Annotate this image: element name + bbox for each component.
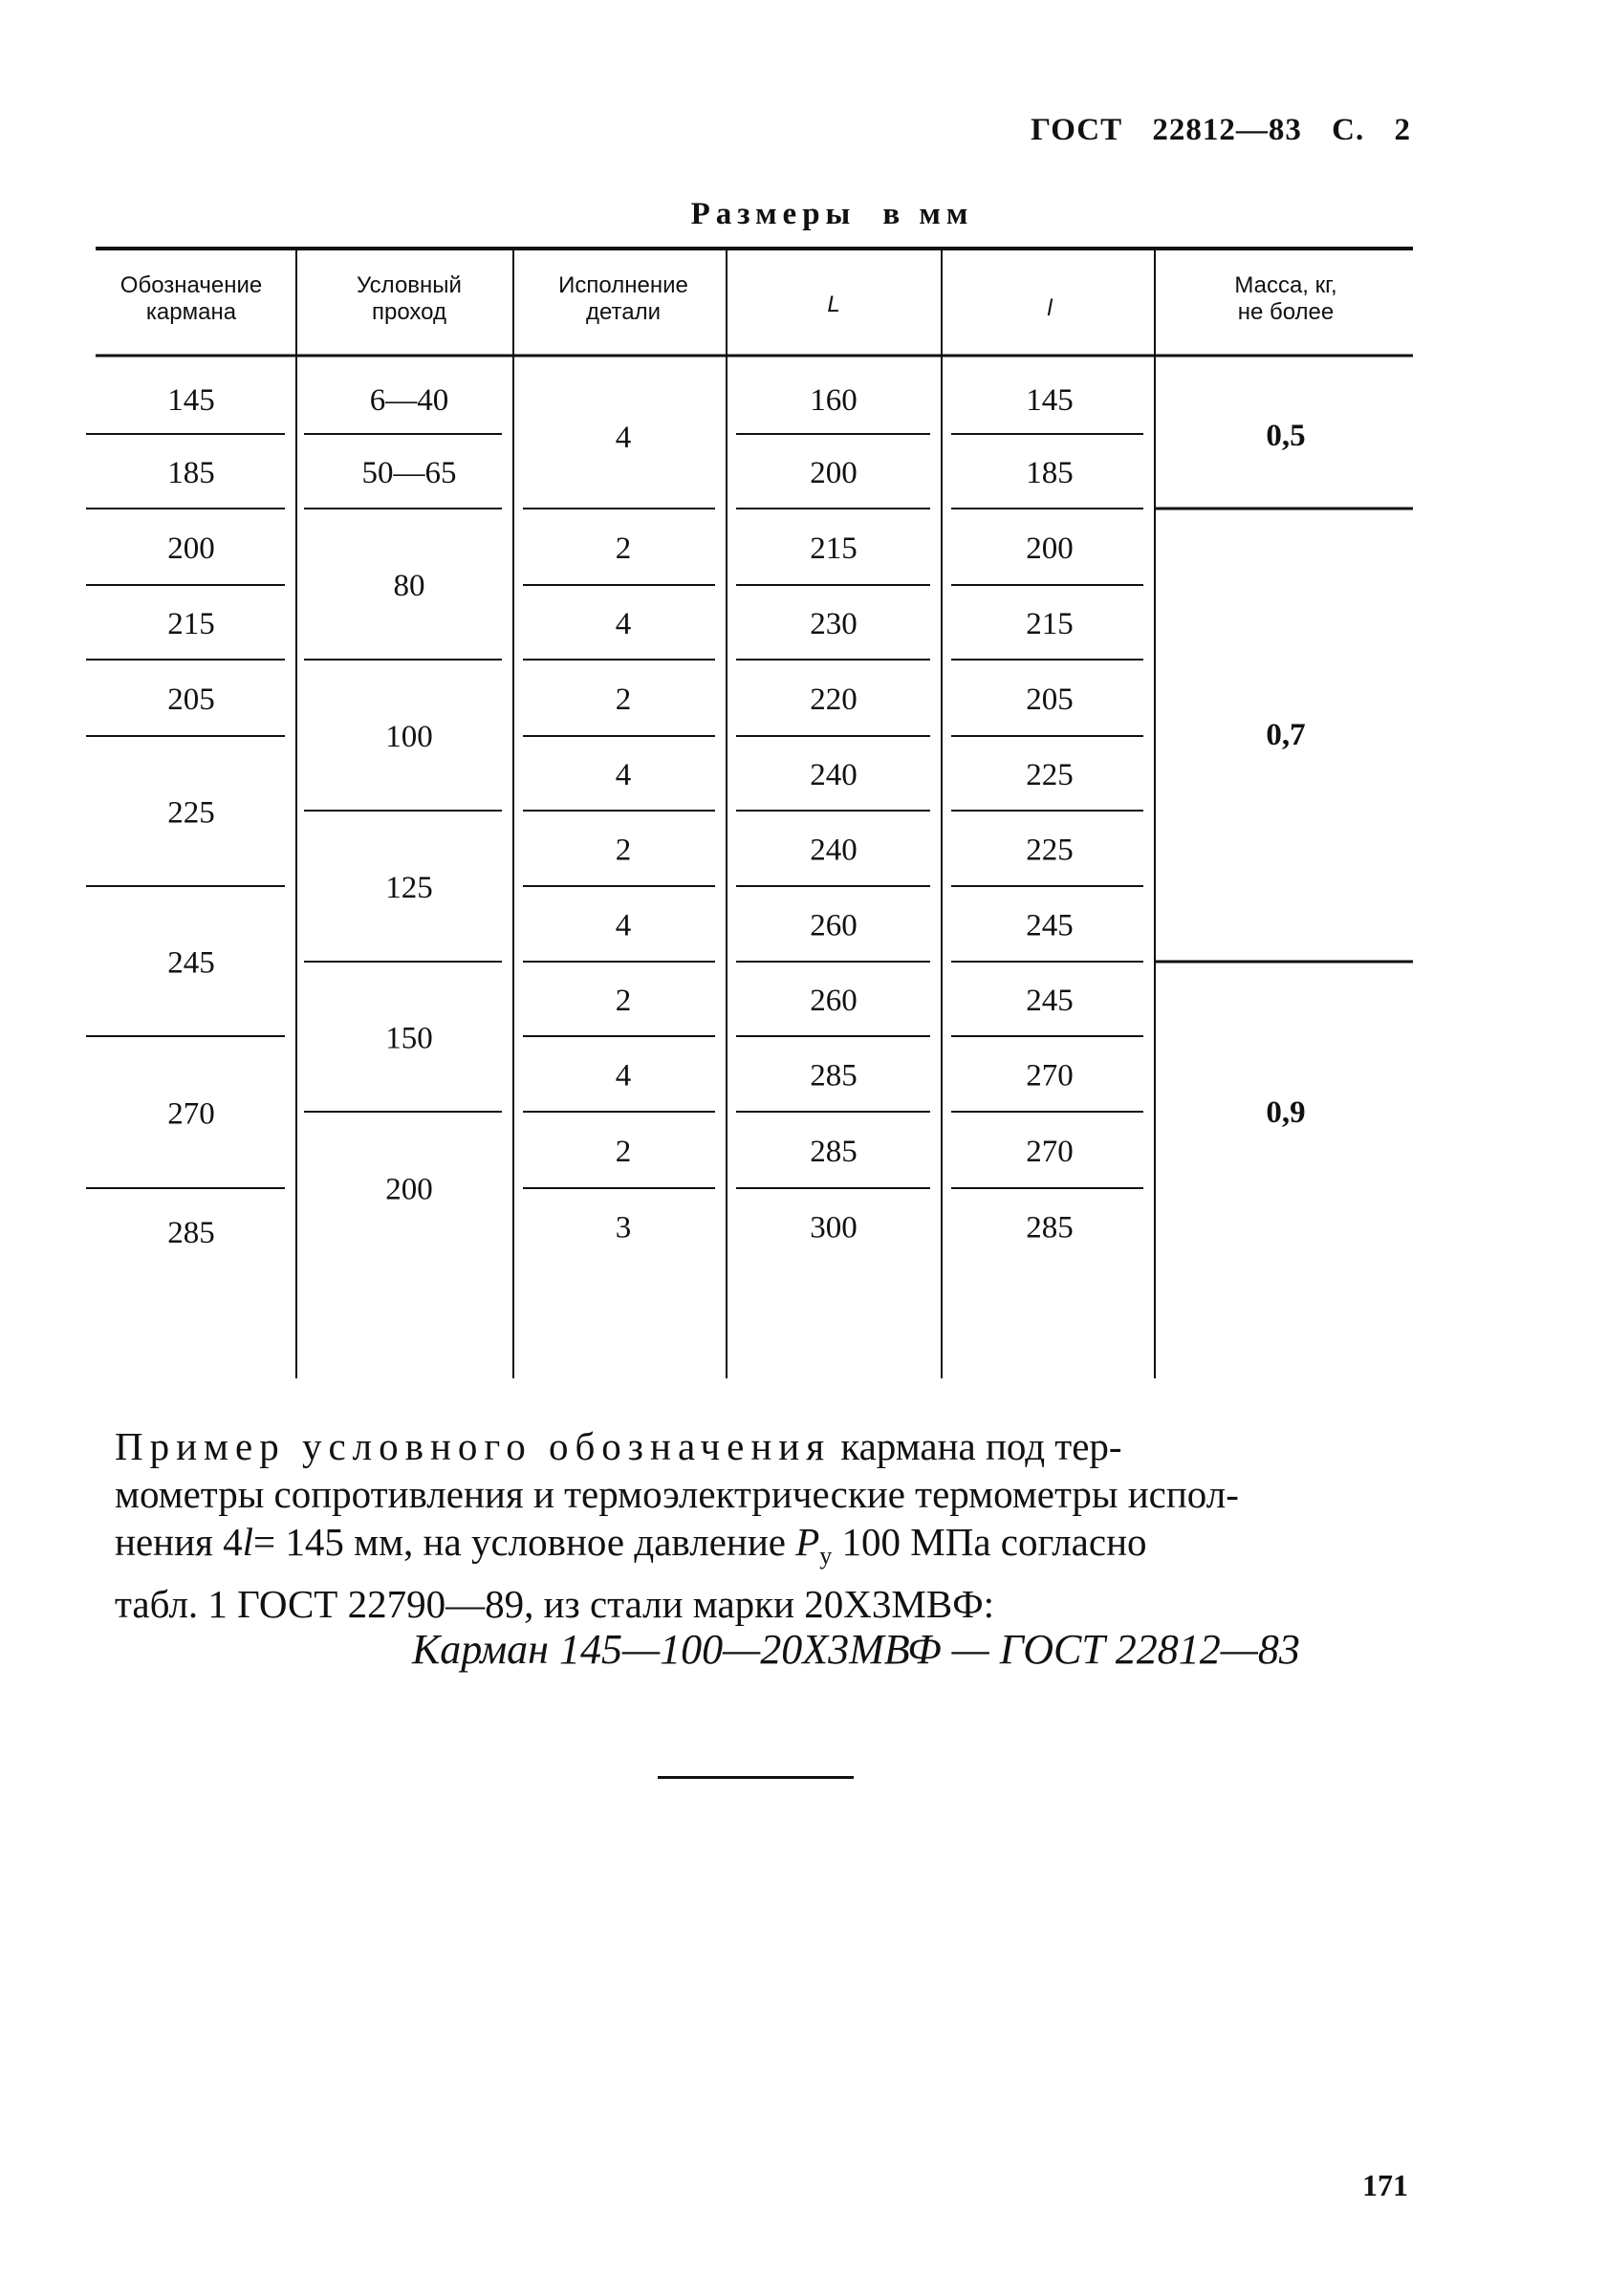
- page-number: 171: [1362, 2168, 1408, 2202]
- designation-cell: 200: [167, 531, 215, 566]
- version-cell: 2: [615, 682, 632, 717]
- note-pressure-sub: у: [819, 1542, 833, 1570]
- column-header-l: l: [1047, 295, 1053, 321]
- note-line-3-b: = 145 мм, на условное давление: [253, 1520, 786, 1564]
- length-l-cell: 245: [1026, 984, 1074, 1018]
- version-cell: 2: [615, 1135, 632, 1169]
- bore-cell: 50—65: [361, 456, 457, 490]
- bore-cell: 100: [385, 720, 433, 754]
- version-cell: 2: [615, 833, 632, 868]
- column-header-line-2: не более: [1237, 299, 1335, 325]
- bore-cell: 150: [385, 1021, 433, 1056]
- length-l-cell: 245: [1026, 908, 1074, 943]
- note-line-3-a: нения 4: [115, 1520, 243, 1564]
- length-L-cell: 240: [810, 833, 858, 868]
- designation-cell: 215: [167, 607, 215, 641]
- header-standard: ГОСТ: [1031, 113, 1123, 147]
- length-L-cell: 285: [810, 1135, 858, 1169]
- length-L-cell: 300: [810, 1210, 858, 1245]
- example-designation: Карман 145—100—20Х3МВФ — ГОСТ 22812—83: [412, 1626, 1300, 1673]
- designation-cell: 185: [167, 456, 215, 490]
- length-L-cell: 240: [810, 758, 858, 792]
- version-cell: 4: [615, 421, 632, 455]
- end-rule: [658, 1776, 854, 1779]
- designation-cell: 205: [167, 682, 215, 717]
- version-cell: 2: [615, 531, 632, 566]
- length-L-cell: 200: [810, 456, 858, 490]
- mass-cell: 0,9: [1266, 1095, 1306, 1130]
- length-L-cell: 220: [810, 682, 858, 717]
- bore-cell: 125: [385, 871, 433, 905]
- note-line-3-c: 100 МПа согласно: [841, 1520, 1147, 1564]
- column-header-line-1: Условный: [357, 272, 462, 298]
- note-line-1-rest: кармана под тер-: [840, 1424, 1122, 1468]
- length-l-cell: 225: [1026, 758, 1074, 792]
- version-cell: 4: [615, 758, 632, 792]
- note-line-4: табл. 1 ГОСТ 22790—89, из стали марки 20Х3МВФ:: [115, 1582, 994, 1627]
- length-l-cell: 205: [1026, 682, 1074, 717]
- length-L-cell: 160: [810, 383, 858, 418]
- column-header-line-2: кармана: [145, 299, 237, 325]
- mass-cell: 0,7: [1266, 718, 1306, 752]
- header-page: 2: [1394, 113, 1411, 147]
- mass-cell: 0,5: [1266, 419, 1306, 453]
- length-L-cell: 260: [810, 984, 858, 1018]
- note-line-3: [115, 1518, 1415, 1580]
- designation-cell: 225: [167, 795, 215, 831]
- designation-cell: 285: [167, 1216, 215, 1250]
- designation-cell: 245: [167, 945, 215, 981]
- version-cell: 4: [615, 607, 632, 641]
- column-header-line-2: проход: [372, 299, 446, 325]
- note-spaced-heading: Пример условного обозначения: [115, 1424, 832, 1468]
- bore-cell: 80: [393, 569, 425, 603]
- note-line-2: мометры сопротивления и термоэлектрические термометры испол-: [115, 1472, 1239, 1516]
- version-cell: 4: [615, 908, 632, 943]
- version-cell: 4: [615, 1058, 632, 1094]
- caption-title: Размеры: [690, 197, 857, 231]
- caption-unit: в мм: [882, 197, 974, 231]
- length-l-cell: 225: [1026, 833, 1074, 868]
- column-header-line-2: детали: [585, 299, 662, 325]
- header-page-prefix: С.: [1332, 113, 1365, 147]
- length-L-cell: 285: [810, 1058, 858, 1094]
- column-header-L: L: [827, 292, 840, 317]
- length-l-cell: 200: [1026, 531, 1074, 566]
- length-L-cell: 215: [810, 531, 858, 566]
- designation-cell: 145: [167, 383, 215, 418]
- designation-example-paragraph: [115, 1422, 1415, 1628]
- length-l-cell: 285: [1026, 1210, 1074, 1245]
- note-line-3-l: l: [242, 1520, 254, 1564]
- length-l-cell: 145: [1026, 383, 1074, 418]
- designation-cell: 270: [167, 1096, 215, 1132]
- length-l-cell: 215: [1026, 607, 1074, 641]
- column-header-line-1: Исполнение: [558, 272, 688, 298]
- note-pressure-symbol: P: [795, 1520, 820, 1564]
- column-header-line-1: Обозначение: [119, 272, 263, 298]
- note-line-1: [115, 1422, 1415, 1470]
- length-L-cell: 230: [810, 607, 858, 641]
- length-l-cell: 185: [1026, 456, 1074, 490]
- version-cell: 2: [615, 984, 632, 1018]
- column-header-line-1: Масса, кг,: [1234, 272, 1337, 298]
- header-number: 22812—83: [1152, 113, 1302, 147]
- bore-cell: 6—40: [369, 383, 449, 418]
- length-l-cell: 270: [1026, 1135, 1074, 1169]
- length-L-cell: 260: [810, 908, 858, 943]
- bore-cell: 200: [385, 1172, 433, 1207]
- length-l-cell: 270: [1026, 1058, 1074, 1094]
- version-cell: 3: [615, 1210, 632, 1245]
